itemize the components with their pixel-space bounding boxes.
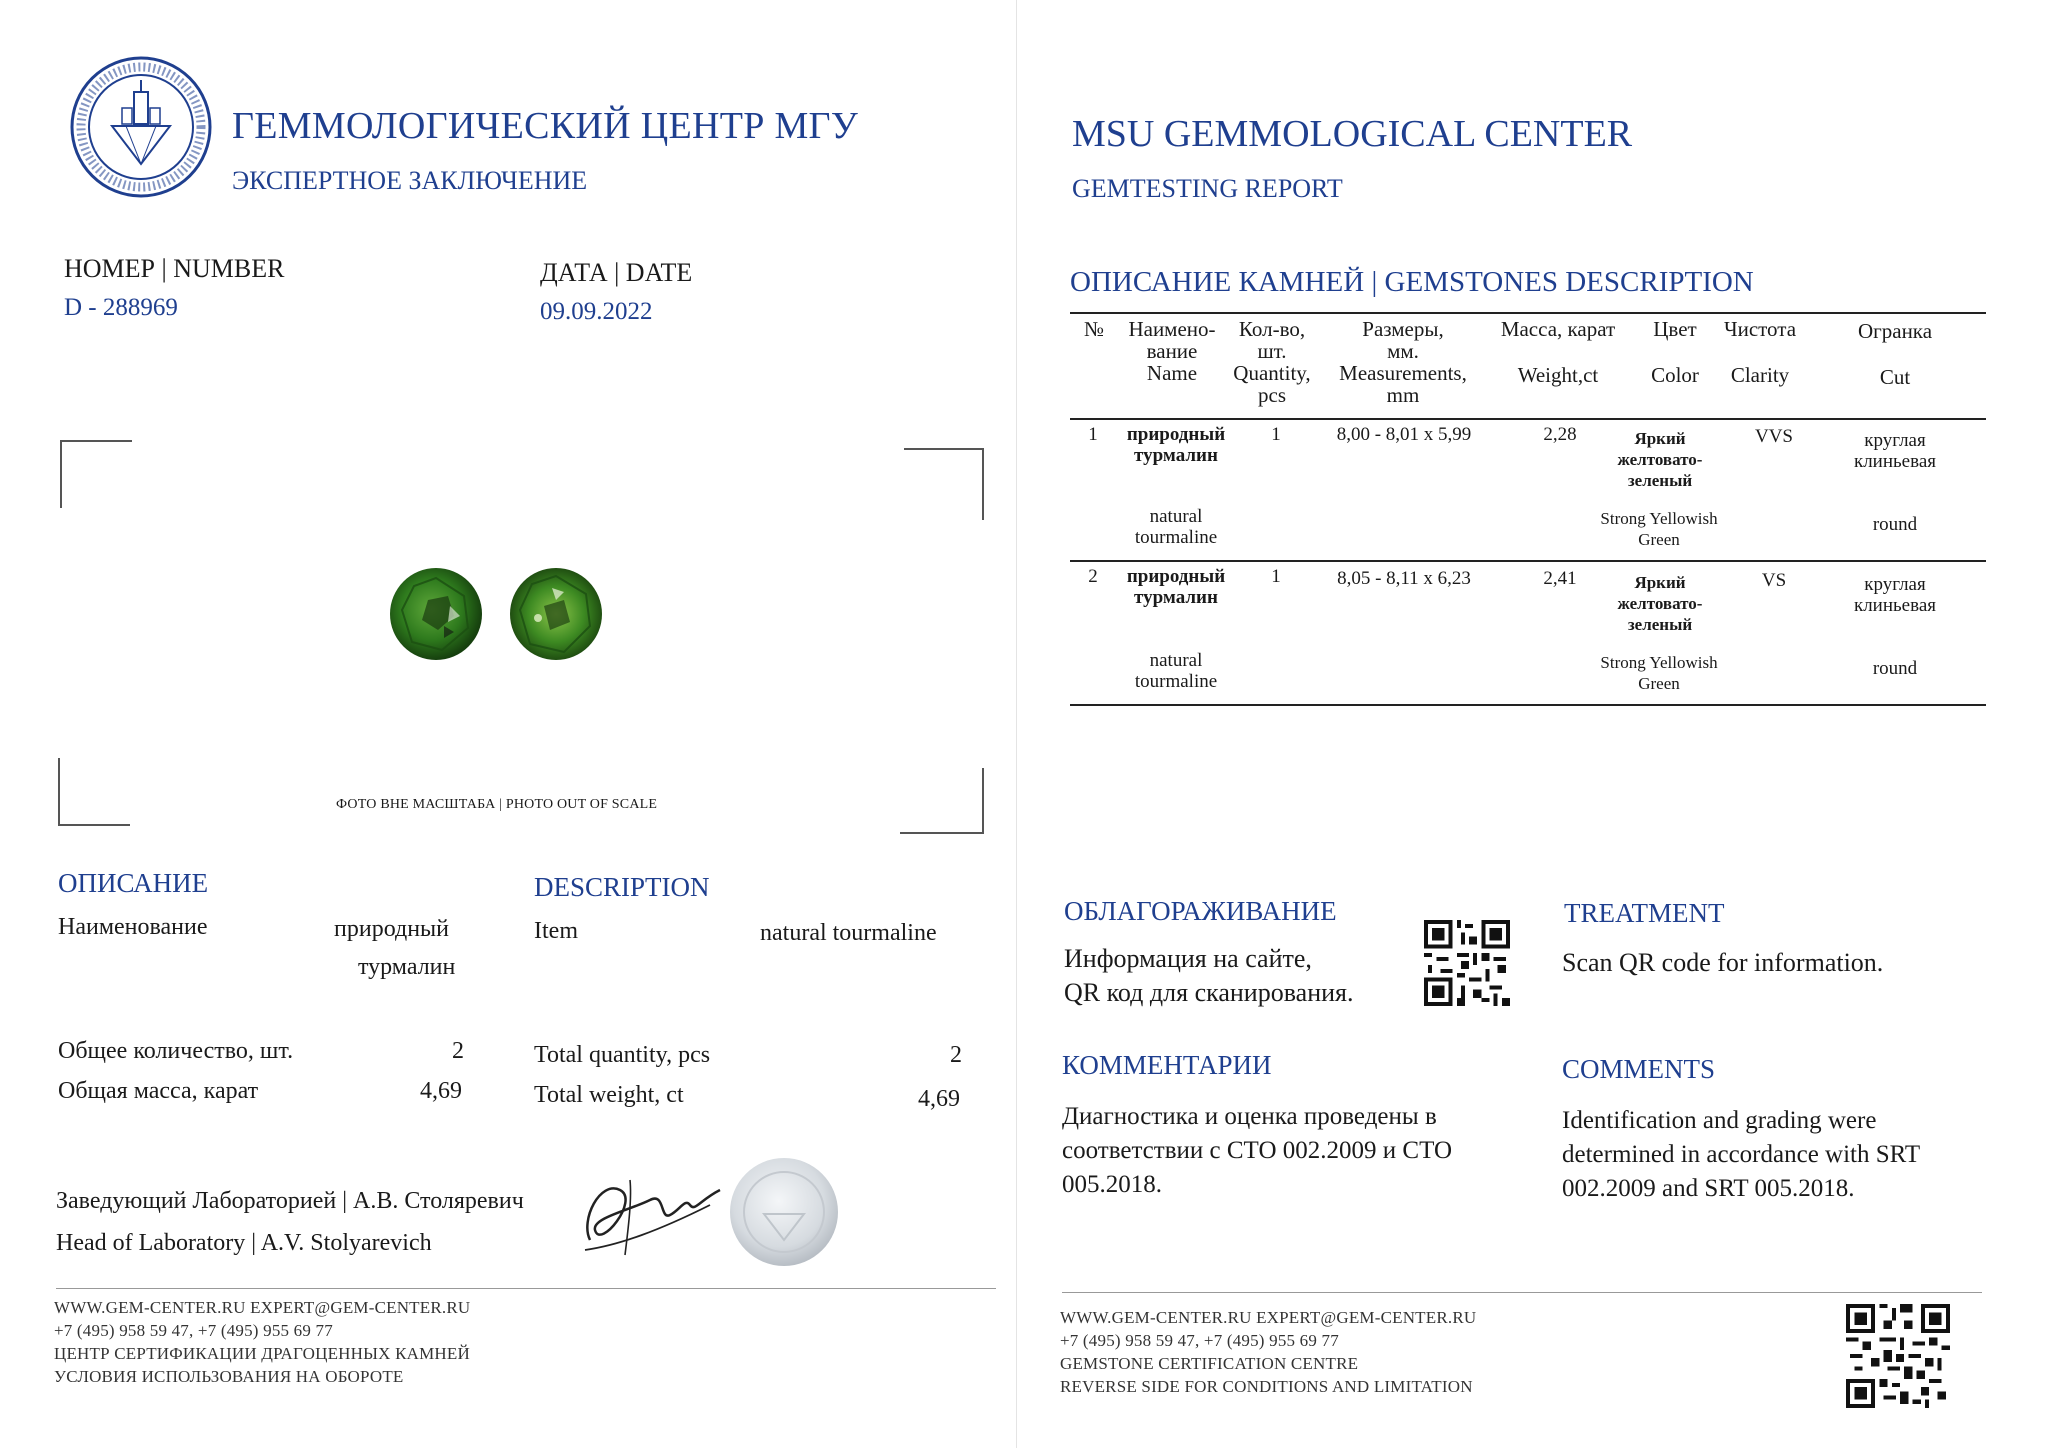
photo-frame-corner: [904, 448, 984, 520]
number-label: НОМЕР | NUMBER: [64, 254, 285, 283]
table-cell-name-en: [1112, 650, 1240, 692]
table-cell-weight: 2,41: [1543, 568, 1577, 589]
col-header-measurements: [1328, 318, 1478, 406]
col-header-size-ru: Размеры,: [1362, 317, 1444, 341]
table-cell-text: Green: [1638, 674, 1680, 693]
photo-frame-corner: [900, 768, 984, 834]
org-title-ru: ГЕММОЛОГИЧЕСКИЙ ЦЕНТР МГУ: [232, 105, 859, 147]
table-bottom-rule: [1070, 704, 1986, 706]
table-cell-text: желтовато-: [1617, 594, 1703, 613]
table-cell-color-ru: [1600, 428, 1720, 491]
table-cell-name-en: [1112, 506, 1240, 548]
col-header-cut: [1840, 320, 1950, 388]
col-header-weight: [1488, 318, 1628, 386]
table-cell-text: клиньевая: [1853, 451, 1937, 472]
comments-title-ru: КОММЕНТАРИИ: [1062, 1050, 1272, 1080]
item-value-ru-2: турмалин: [358, 954, 456, 980]
table-cell-cut-en: round: [1872, 658, 1918, 679]
footer-right: [1060, 1306, 1476, 1398]
table-cell-text: круглая: [1864, 430, 1926, 451]
table-cell-text: Яркий: [1634, 573, 1686, 592]
col-header-name: [1112, 318, 1232, 384]
table-cell-measurements: 8,00 - 8,01 x 5,99: [1336, 424, 1472, 445]
item-value-en: natural tourmaline: [760, 920, 937, 946]
table-cell-no: 1: [1088, 424, 1098, 445]
col-header-no: №: [1083, 317, 1105, 341]
gemstones-table-title: ОПИСАНИЕ КАМНЕЙ | GEMSTONES DESCRIPTION: [1070, 266, 1754, 298]
table-cell-text: турмалин: [1134, 587, 1218, 608]
description-title-en: DESCRIPTION: [534, 872, 710, 902]
number-value: D - 288969: [64, 294, 178, 321]
col-header-qty-ru: Кол-во,: [1238, 317, 1306, 341]
table-cell-text: natural: [1149, 506, 1203, 527]
footer-line: +7 (495) 958 59 47, +7 (495) 955 69 77: [54, 1321, 333, 1340]
col-header-qty-ru: шт.: [1257, 339, 1287, 363]
table-cell-text: Green: [1638, 530, 1680, 549]
footer-left: [54, 1296, 470, 1388]
comments-line: Identification and grading were: [1562, 1107, 1877, 1134]
footer-line: WWW.GEM-CENTER.RU EXPERT@GEM-CENTER.RU: [54, 1298, 471, 1317]
table-cell-weight: 2,28: [1543, 424, 1577, 445]
description-title-ru: ОПИСАНИЕ: [58, 868, 209, 898]
treatment-line: Информация на сайте,: [1064, 944, 1312, 973]
table-cell-clarity: VS: [1761, 570, 1787, 591]
weight-value-en: 4,69: [918, 1086, 960, 1112]
col-header-clarity-ru: Чистота: [1723, 317, 1797, 341]
item-label-en: Item: [534, 918, 578, 944]
col-header-color-ru: Цвет: [1653, 317, 1697, 341]
table-cell-measurements: 8,05 - 8,11 x 6,23: [1337, 568, 1471, 589]
hologram-seal-icon: [728, 1156, 840, 1268]
table-cell-no: 2: [1088, 566, 1098, 587]
comments-line: 005.2018.: [1062, 1171, 1162, 1198]
treatment-line: QR код для сканирования.: [1064, 978, 1354, 1007]
table-cell-text: природный: [1126, 566, 1226, 587]
footer-line: WWW.GEM-CENTER.RU EXPERT@GEM-CENTER.RU: [1060, 1308, 1477, 1327]
comments-text-ru: [1062, 1100, 1452, 1202]
treatment-title-en: TREATMENT: [1564, 898, 1725, 928]
qr-code-treatment-icon[interactable]: [1424, 920, 1510, 1006]
table-cell-cut-ru: [1830, 430, 1960, 472]
table-cell-text: круглая: [1864, 574, 1926, 595]
comments-line: 002.2009 and SRT 005.2018.: [1562, 1175, 1855, 1202]
table-cell-text: tourmaline: [1134, 527, 1218, 548]
gemstone-1-photo: [388, 566, 484, 662]
footer-divider: [56, 1288, 996, 1289]
date-label: ДАТА | DATE: [540, 258, 693, 287]
footer-line: УСЛОВИЯ ИСПОЛЬЗОВАНИЯ НА ОБОРОТЕ: [54, 1367, 404, 1386]
footer-line: GEMSTONE CERTIFICATION CENTRE: [1060, 1354, 1359, 1373]
org-title-en: MSU GEMMOLOGICAL CENTER: [1072, 113, 1633, 155]
table-cell-text: Яркий: [1634, 429, 1686, 448]
table-cell-text: tourmaline: [1134, 671, 1218, 692]
table-cell-text: природный: [1126, 424, 1226, 445]
photo-frame-corner: [60, 440, 132, 508]
col-header-qty-en: pcs: [1258, 383, 1286, 407]
photo-caption: ФОТО ВНЕ МАСШТАБА | PHOTO OUT OF SCALE: [336, 797, 658, 812]
table-row-rule: [1070, 560, 1986, 562]
table-cell-name-ru: [1112, 424, 1240, 466]
col-header-name-en: Name: [1146, 361, 1198, 385]
quantity-label-ru: Общее количество, шт.: [58, 1038, 294, 1064]
table-cell-quantity: 1: [1271, 566, 1281, 587]
table-cell-text: турмалин: [1134, 445, 1218, 466]
page-fold: [1016, 0, 1017, 1448]
col-header-quantity: [1222, 318, 1322, 406]
footer-line: ЦЕНТР СЕРТИФИКАЦИИ ДРАГОЦЕННЫХ КАМНЕЙ: [54, 1344, 470, 1363]
col-header-clarity-en: Clarity: [1730, 363, 1790, 387]
table-cell-name-ru: [1112, 566, 1240, 608]
table-cell-color-en: [1576, 508, 1742, 550]
table-cell-cut-en: round: [1872, 514, 1918, 535]
col-header-cut-ru: Огранка: [1857, 319, 1933, 343]
item-value-ru-1: природный: [334, 916, 450, 942]
table-cell-text: Strong Yellowish: [1600, 509, 1718, 528]
head-of-lab-en: Head of Laboratory | A.V. Stolyarevich: [56, 1230, 432, 1256]
footer-divider: [1062, 1292, 1982, 1293]
quantity-label-en: Total quantity, pcs: [534, 1042, 711, 1068]
col-header-cut-en: Cut: [1879, 365, 1911, 389]
col-header-name-ru: вание: [1146, 339, 1198, 363]
comments-title-en: COMMENTS: [1562, 1054, 1716, 1084]
col-header-size-ru: мм.: [1387, 339, 1419, 363]
date-value: 09.09.2022: [540, 298, 653, 325]
table-cell-color-en: [1576, 652, 1742, 694]
footer-line: REVERSE SIDE FOR CONDITIONS AND LIMITATION: [1060, 1377, 1473, 1396]
table-cell-text: зеленый: [1627, 615, 1693, 634]
treatment-text-en: Scan QR code for information.: [1562, 948, 1884, 977]
treatment-text-ru: [1064, 942, 1353, 1010]
table-cell-text: Strong Yellowish: [1600, 653, 1718, 672]
head-of-lab-ru: Заведующий Лабораторией | А.В. Столяревич: [56, 1188, 524, 1214]
table-cell-text: natural: [1149, 650, 1203, 671]
report-title-en: GEMTESTING REPORT: [1072, 174, 1343, 203]
quantity-value-en: 2: [950, 1042, 962, 1068]
table-cell-text: клиньевая: [1853, 595, 1937, 616]
col-header-name-ru: Наимено-: [1128, 317, 1216, 341]
weight-label-ru: Общая масса, карат: [58, 1078, 259, 1104]
weight-value-ru: 4,69: [420, 1078, 462, 1104]
table-cell-clarity: VVS: [1754, 426, 1793, 447]
col-header-size-en: Measurements,: [1339, 361, 1467, 385]
item-label-ru: Наименование: [58, 914, 208, 940]
comments-line: determined in accordance with SRT: [1562, 1141, 1921, 1168]
table-cell-color-ru: [1600, 572, 1720, 635]
table-top-rule: [1070, 312, 1986, 314]
quantity-value-ru: 2: [452, 1038, 464, 1064]
col-header-qty-en: Quantity,: [1233, 361, 1311, 385]
table-cell-text: зеленый: [1627, 471, 1693, 490]
footer-line: +7 (495) 958 59 47, +7 (495) 955 69 77: [1060, 1331, 1339, 1350]
msu-seal-logo-icon: [70, 56, 212, 198]
gemstone-2-photo: [508, 566, 604, 662]
treatment-title-ru: ОБЛАГОРАЖИВАНИЕ: [1064, 896, 1337, 926]
report-title-ru: ЭКСПЕРТНОЕ ЗАКЛЮЧЕНИЕ: [232, 166, 588, 195]
table-cell-quantity: 1: [1271, 424, 1281, 445]
comments-text-en: [1562, 1104, 1920, 1206]
table-cell-cut-ru: [1830, 574, 1960, 616]
comments-line: Диагностика и оценка проведены в: [1062, 1103, 1437, 1130]
signature-icon: [570, 1160, 730, 1270]
col-header-weight-en: Weight,ct: [1517, 363, 1599, 387]
col-header-color: [1640, 318, 1710, 386]
weight-label-en: Total weight, ct: [534, 1082, 684, 1108]
comments-line: соответствии с СТО 002.2009 и СТО: [1062, 1137, 1453, 1164]
col-header-clarity: [1712, 318, 1808, 386]
photo-frame-corner: [58, 758, 130, 826]
col-header-size-en: mm: [1386, 383, 1420, 407]
table-cell-text: желтовато-: [1617, 450, 1703, 469]
col-header-color-en: Color: [1651, 363, 1699, 387]
qr-code-footer-icon[interactable]: [1846, 1304, 1950, 1408]
table-header-rule: [1070, 418, 1986, 420]
col-header-weight-ru: Масса, карат: [1500, 317, 1616, 341]
